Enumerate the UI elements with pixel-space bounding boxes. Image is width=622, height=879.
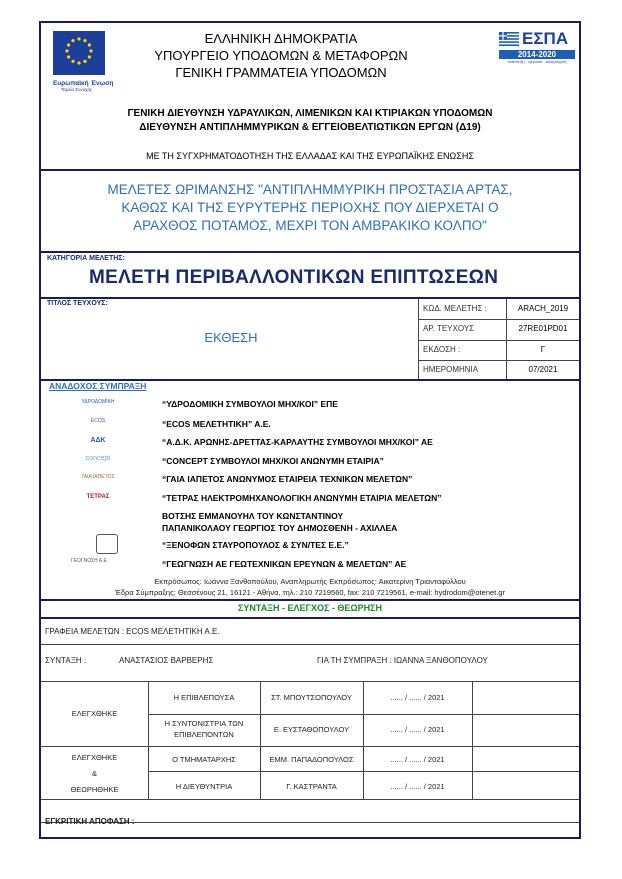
logo-gaia-text: ΓΑΙΑ ΙΑΠΕΤΟΣ: [81, 473, 115, 480]
project-title-line-2: ΚΑΘΩΣ ΚΑΙ ΤΗΣ ΕΥΡΥΤΕΡΗΣ ΠΕΡΙΟΧΗΣ ΠΟΥ ΔΙΕΡΧΕΤΑΙ Ο: [121, 200, 499, 215]
meta-key-code: ΚΩΔ. ΜΕΛΕΤΗΣ :: [423, 304, 487, 313]
approved-date-2: ...... / ...... / 2021: [390, 782, 445, 791]
meta-key-date: ΗΜΕΡΟΜΗΝΙΑ: [423, 365, 479, 374]
representatives-text: Εκπρόσωπος: Ιωάννα Ξανθοπούλου, Αναπληρωτής Εκπρόσωπος: Αικατερίνη Τριανταφύλλου: [154, 577, 466, 586]
document-frame: [39, 21, 581, 839]
author-name: ΑΝΑΣΤΑΣΙΟΣ ΒΑΡΒΕΡΗΣ: [119, 656, 214, 665]
project-title-line-3: ΑΡΑΧΘΟΣ ΠΟΤΑΜΟΣ, ΜΕΧΡΙ ΤΟΝ ΑΜΒΡΑΚΙΚΟ ΚΟΛΠΟ": [133, 218, 487, 233]
meta-value-volume: 27RE01PD01: [518, 324, 568, 333]
volume-label: ΤΙΤΛΟΣ ΤΕΥΧΟΥΣ:: [47, 300, 108, 307]
volume-value: ΕΚΘΕΣΗ: [204, 330, 258, 345]
member-2: “ECOS ΜΕΛΕΤΗΤΙΚΗ” Α.Ε.: [162, 419, 271, 429]
approved-label-3: ΘΕΩΡΗΘΗΚΕ: [70, 785, 119, 794]
approved-label-2: &: [91, 769, 97, 778]
member-1: “ΥΔΡΟΔΟΜΙΚΗ ΣΥΜΒΟΥΛΟΙ ΜΗΧ/ΚΟΙ” ΕΠΕ: [162, 399, 338, 409]
approved-role-1: Ο ΤΜΗΜΑΤΑΡΧΗΣ: [172, 755, 236, 764]
directorate-line-1: ΓΕΝΙΚΗ ΔΙΕΥΘΥΝΣΗ ΥΔΡΑΥΛΙΚΩΝ, ΛΙΜΕΝΙΚΩΝ ΚΑΙ ΚΤΙΡΙΑΚΩΝ ΥΠΟΔΟΜΩΝ: [127, 108, 493, 119]
project-title-line-1: ΜΕΛΕΤΕΣ ΩΡΙΜΑΝΣΗΣ "ΑΝΤΙΠΛΗΜΜΥΡΙΚΗ ΠΡΟΣΤΑΣΙΑ ΑΡΤΑΣ,: [107, 182, 513, 197]
cofunding-text: ΜΕ ΤΗ ΣΥΓΧΡΗΜΑΤΟΔΟΤΗΣΗ ΤΗΣ ΕΛΛΑΔΑΣ ΚΑΙ ΤΗΣ ΕΥΡΩΠΑΪΚΗΣ ΕΝΩΣΗΣ: [146, 151, 474, 161]
espa-logo: [499, 29, 575, 69]
meta-value-date: 07/2021: [528, 365, 558, 374]
decision-label: ΕΓΚΡΙΤΙΚΗ ΑΠΟΦΑΣΗ :: [45, 817, 135, 826]
member-7: ΒΟΤΣΗΣ ΕΜΜΑΝΟΥΗΛ ΤΟΥ ΚΩΝΣΤΑΝΤΙΝΟΥ: [162, 511, 344, 521]
member-4: “CONCEPT ΣΥΜΒΟΥΛΟΙ ΜΗΧ/ΚΟΙ ΑΝΩΝΥΜΗ ΕΤΑΙΡΙΑ”: [162, 456, 384, 466]
logo-tetras: [63, 490, 133, 504]
greek-flag-icon: [499, 32, 519, 46]
category-value: ΜΕΛΕΤΗ ΠΕΡΙΒΑΛΛΟΝΤΙΚΩΝ ΕΠΙΠΤΩΣΕΩΝ: [89, 267, 499, 288]
checked-date-2: ...... / ...... / 2021: [390, 725, 445, 734]
logo-hydrodomiki: [63, 395, 133, 409]
category-label: ΚΑΤΗΓΟΡΙΑ ΜΕΛΕΤΗΣ:: [47, 255, 125, 262]
review-title: ΣΥΝΤΑΞΗ - ΕΛΕΓΧΟΣ - ΘΕΩΡΗΣΗ: [238, 603, 382, 613]
member-3: “Α.Δ.Κ. ΑΡΩΝΗΣ-ΔΡΕΤΤΑΣ-ΚΑΡΛΑΥΤΗΣ ΣΥΜΒΟΥΛΟΙ ΜΗΧ/ΚΟΙ” ΑΕ: [162, 437, 433, 447]
member-10: “ΓΕΩΓΝΩΣΗ ΑΕ ΓΕΩΤΕΧΝΙΚΩΝ ΕΡΕΥΝΩΝ & ΜΕΛΕΤΩΝ” ΑΕ: [162, 559, 407, 569]
header-line-2: ΥΠΟΥΡΓΕΙΟ ΥΠΟΔΟΜΩΝ & ΜΕΤΑΦΟΡΩΝ: [154, 48, 408, 63]
address-text: Έδρα Σύμπραξης: Θεσσένους 21, 16121 - Αθήνα, τηλ.: 210 7219560, fax: 210 7219561, e-mail: hydrodom@otenet.gr: [115, 588, 505, 597]
eu-logo: [53, 31, 114, 92]
logo-ecos-text: ECOS: [90, 418, 106, 424]
meta-value-edition: Γ: [540, 345, 546, 354]
checked-role-1: Η ΕΠΙΒΛΕΠΟΥΣΑ: [173, 693, 235, 702]
checked-name-2: Ε. ΕΥΣΤΑΘΟΠΟΥΛΟΥ: [273, 725, 350, 734]
header-line-3: ΓΕΝΙΚΗ ΓΡΑΜΜΑΤΕΙΑ ΥΠΟΔΟΜΩΝ: [175, 65, 387, 80]
approved-date-1: ...... / ...... / 2021: [390, 755, 445, 764]
eu-flag-icon: [53, 31, 105, 75]
member-5: “ΓΑΙΑ ΙΑΠΕΤΟΣ ΑΝΩΝΥΜΟΣ ΕΤΑΙΡΕΙΑ ΤΕΧΝΙΚΩΝ ΜΕΛΕΤΩΝ”: [162, 474, 413, 484]
meta-key-edition: ΕΚΔΟΣΗ :: [423, 345, 461, 354]
approved-name-1: ΕΜΜ. ΠΑΠΑΔΟΠΟΥΛΟΣ: [269, 755, 354, 764]
logo-stavropoulos: [96, 534, 118, 554]
approved-label-1: ΕΛΕΓΧΘΗΚΕ: [71, 753, 118, 762]
partnership-text: ΓΙΑ ΤΗ ΣΥΜΠΡΑΞΗ : ΙΩΑΝΝΑ ΞΑΝΘΟΠΟΥΛΟΥ: [317, 656, 488, 665]
member-6: “ΤΕΤΡΑΣ ΗΛΕΚΤΡΟΜΗΧΑΝΟΛΟΓΙΚΗ ΑΝΩΝΥΜΗ ΕΤΑΙΡΙΑ ΜΕΛΕΤΩΝ”: [162, 493, 442, 503]
espa-logo-text: ΕΣΠΑ: [522, 29, 569, 48]
logo-geognosi: ΓΕΩΓΝΩΣΗ Α.Ε.: [71, 558, 109, 564]
logo-tetras-text: ΤΕΤΡΑΣ: [86, 494, 110, 500]
meta-value-code: ARACH_2019: [517, 304, 569, 313]
espa-years: 2014-2020: [499, 50, 575, 59]
espa-sub: ανάπτυξη - εργασία - αλληλεγγύη: [507, 59, 567, 64]
approved-role-2: Η ΔΙΕΥΘΥΝΤΡΙΑ: [175, 782, 233, 791]
logo-gaia: [63, 469, 133, 484]
meta-key-volume: ΑΡ. ΤΕΥΧΟΥΣ: [423, 324, 475, 333]
logo-hydrodomiki-text: ΥΔΡΟΔΟΜΙΚΗ: [81, 399, 115, 405]
logo-ecos: [63, 413, 133, 429]
checked-date-1: ...... / ...... / 2021: [390, 693, 445, 702]
eu-logo-text: Ευρωπαϊκή Ένωση: [53, 80, 114, 87]
checked-role-2: Η ΣΥΝΤΟΝΙΣΤΡΙΑ ΤΩΝ ΕΠΙΒΛΕΠΟΝΤΩΝ: [164, 719, 244, 739]
member-8: ΠΑΠΑΝΙΚΟΛΑΟΥ ΓΕΩΡΓΙΟΣ ΤΟΥ ΔΗΜΟΣΘΕΝΗ - ΑΧΙΛΛΕΑ: [162, 523, 398, 533]
directorate-line-2: ΔΙΕΥΘΥΝΣΗ ΑΝΤΙΠΛΗΜΜΥΡΙΚΩΝ & ΕΓΓΕΙΟΒΕΛΤΙΩΤΙΚΩΝ ΕΡΓΩΝ (Δ19): [139, 122, 481, 133]
member-9: “ΞΕΝΟΦΩΝ ΣΤΑΥΡΟΠΟΥΛΟΣ & ΣΥΝ/ΤΕΣ Ε.Ε.”: [162, 540, 349, 550]
checked-label: ΕΛΕΓΧΘΗΚΕ: [71, 709, 118, 718]
logo-adk: [63, 432, 133, 448]
checked-name-1: ΣΤ. ΜΠΟΥΤΣΟΠΟΥΛΟΥ: [271, 693, 352, 702]
eu-logo-sub: Ταμείο Συνοχής: [61, 87, 93, 92]
logo-adk-text: ΑΔΚ: [90, 436, 106, 444]
contractor-label: ΑΝΑΔΟΧΟΣ ΣΥΜΠΡΑΞΗ: [49, 381, 147, 391]
logo-concept: [63, 452, 133, 464]
design-office: ΓΡΑΦΕΙΑ ΜΕΛΕΤΩΝ : ECOS ΜΕΛΕΤΗΤΙΚΗ Α.Ε.: [45, 627, 220, 636]
author-label: ΣΥΝΤΑΞΗ :: [45, 656, 87, 665]
approved-name-2: Γ. ΚΑΣΤΡΑΝΤΑ: [286, 782, 337, 791]
header-line-1: ΕΛΛΗΝΙΚΗ ΔΗΜΟΚΡΑΤΙΑ: [204, 31, 358, 46]
logo-concept-text: concept: [85, 454, 111, 462]
